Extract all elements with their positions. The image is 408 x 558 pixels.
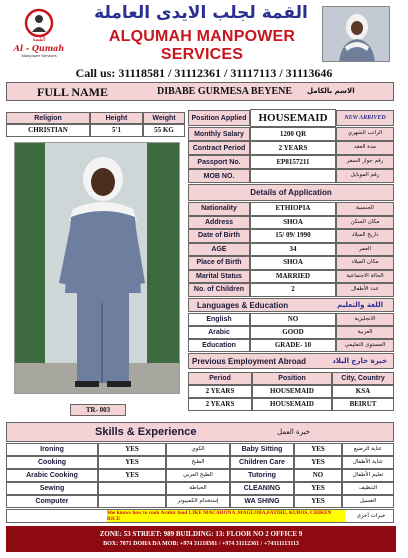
logo-name: Al - Qumah — [13, 43, 65, 53]
skill-value-right: YES — [294, 456, 342, 469]
person-thumbnail-icon — [323, 7, 390, 62]
detail-label: No. of Children — [188, 283, 250, 297]
title-english: ALQUMAH MANPOWER SERVICES — [108, 28, 296, 63]
contract-label-ar: رقم جواز السفر — [336, 155, 394, 169]
contract-label-ar: رقم الموبايل — [336, 169, 394, 183]
exp-country: KSA — [332, 385, 394, 398]
skill-label-left-ar: الكوي — [166, 443, 230, 456]
detail-label-ar: عدد الأطفال — [336, 283, 394, 297]
detail-value: 2 — [250, 283, 336, 297]
other-skills-note: She knows how to cook Arabic food LIKE MACARONA ,MAGLOBA,FATIRE, KUBOS, CHIKEN RICE — [107, 510, 345, 522]
skill-value-left: YES — [98, 456, 166, 469]
detail-label-ar: مكان الميلاد — [336, 256, 394, 270]
languages-title: Languages & Education — [197, 301, 289, 310]
skills-header — [6, 422, 394, 442]
language-label: Arabic — [188, 326, 250, 339]
religion-label: Religion — [6, 112, 90, 124]
detail-label: Date of Birth — [188, 229, 250, 243]
language-label: English — [188, 313, 250, 326]
photo-code: TR- 003 — [70, 404, 126, 416]
language-label-ar: العربية — [336, 326, 394, 339]
skill-value-left — [98, 495, 166, 508]
language-value: GOOD — [250, 326, 336, 339]
header — [0, 0, 408, 64]
contact-phones: Call us: 31118581 / 31112361 / 31117113 / 31113646 — [75, 66, 333, 80]
detail-label-ar: مكان السكن — [336, 216, 394, 230]
skill-label-right: Baby Sitting — [230, 443, 294, 456]
skill-value-left: YES — [98, 469, 166, 482]
height-value: 5'1 — [90, 124, 143, 137]
exp-period: 2 YEARS — [188, 385, 252, 398]
weight-label: Weight — [143, 112, 185, 124]
title-arabic: القمة لجلب الايدى العاملة — [94, 3, 308, 23]
skill-value-right: YES — [294, 482, 342, 495]
skill-label-left: Ironing — [6, 443, 98, 456]
contract-value: EP8157211 — [250, 155, 336, 169]
company-logo — [10, 8, 68, 60]
details-title: Details of Application — [188, 184, 394, 201]
logo-emblem-icon — [24, 8, 54, 38]
religion-value: CHRISTIAN — [6, 124, 90, 137]
contract-value — [250, 169, 336, 183]
detail-value: MARRIED — [250, 270, 336, 284]
skill-label-right-ar: عناية الأطفال — [342, 456, 394, 469]
languages-title-ar: اللغة والتعليم — [337, 301, 383, 309]
experience-header — [188, 353, 394, 369]
detail-label-ar: العمر — [336, 243, 394, 257]
detail-value: 15/ 09/ 1990 — [250, 229, 336, 243]
exp-col-period: Period — [188, 372, 252, 385]
skill-label-right-ar: عناية الرضيع — [342, 443, 394, 456]
position-label: Position Applied — [188, 110, 250, 126]
header-photo — [322, 6, 390, 62]
language-value: NO — [250, 313, 336, 326]
skill-label-right-ar: الغسيل — [342, 495, 394, 508]
contract-value: 1200 QR — [250, 127, 336, 141]
skills-title-ar: خبرة العمل — [277, 428, 310, 436]
exp-position: HOUSEMAID — [252, 385, 332, 398]
skill-label-left: Arabic Cooking — [6, 469, 98, 482]
logo-subtitle: Manpower Services — [21, 53, 57, 58]
skill-label-right-ar: التنظيف — [342, 482, 394, 495]
detail-label: AGE — [188, 243, 250, 257]
exp-country: BEIRUT — [332, 398, 394, 411]
language-label-ar: الانجليزية — [336, 313, 394, 326]
skill-value-right: NO — [294, 469, 342, 482]
position-value: HOUSEMAID — [250, 109, 336, 127]
skill-label-left-ar: الطبخ العربي — [166, 469, 230, 482]
contract-label: Monthly Salary — [188, 127, 250, 141]
exp-col-position: Position — [252, 372, 332, 385]
detail-value: SHOA — [250, 256, 336, 270]
logo-arabic: القمة — [32, 36, 46, 43]
skill-label-left-ar: الطبخ — [166, 456, 230, 469]
exp-col-country: City, Country — [332, 372, 394, 385]
detail-value: SHOA — [250, 216, 336, 230]
new-arrived-badge: NEW ARRIVED — [336, 110, 394, 126]
experience-title-ar: خبرة خارج البلاد — [332, 357, 387, 365]
detail-label: Address — [188, 216, 250, 230]
height-label: Height — [90, 112, 143, 124]
exp-period: 2 YEARS — [188, 398, 252, 411]
detail-value: 34 — [250, 243, 336, 257]
language-label: Education — [188, 339, 250, 352]
skill-label-right-ar: تعليم الأطفال — [342, 469, 394, 482]
footer-contacts: BOX: 7071 DOHA DA MOB: +974 31118581 / +974 31112361 / +74311113113 — [103, 541, 299, 547]
detail-label: Nationality — [188, 202, 250, 216]
skill-label-left: Sewing — [6, 482, 98, 495]
detail-label: Marital Status — [188, 270, 250, 284]
skill-label-left-ar: إستخدام الكمبيوتر — [166, 495, 230, 508]
full-name-label: FULL NAME — [37, 85, 109, 99]
candidate-portrait-icon — [15, 143, 180, 394]
full-name-value: DIBABE GURMESA BEYENE — [157, 86, 293, 97]
detail-label-ar: الجنسية — [336, 202, 394, 216]
skill-value-right: YES — [294, 443, 342, 456]
footer — [6, 526, 396, 552]
language-label-ar: المستوى التعليمي — [336, 339, 394, 352]
skill-label-right: Tutoring — [230, 469, 294, 482]
contract-value: 2 YEARS — [250, 141, 336, 155]
contract-label-ar: مدة العقد — [336, 141, 394, 155]
contract-label-ar: الراتب الشهري — [336, 127, 394, 141]
other-skills-label-ar: خبرات أخرى — [356, 513, 386, 519]
full-name-label-ar: الاسم بالكامل — [307, 87, 355, 95]
detail-value: ETHIOPIA — [250, 202, 336, 216]
contract-label: MOB NO. — [188, 169, 250, 183]
other-skills-row — [6, 509, 394, 523]
skill-label-left-ar: الخياطة — [166, 482, 230, 495]
contract-label: Passport No. — [188, 155, 250, 169]
exp-position: HOUSEMAID — [252, 398, 332, 411]
languages-header — [188, 298, 394, 312]
weight-value: 55 KG — [143, 124, 185, 137]
contract-label: Contract Period — [188, 141, 250, 155]
candidate-photo — [14, 142, 180, 394]
skill-value-right: YES — [294, 495, 342, 508]
detail-label: Place of Birth — [188, 256, 250, 270]
footer-address: ZONE: 53 STREET: 989 BUILDING: 13: FLOOR NO 2 OFFICE 9 — [99, 530, 303, 538]
skill-label-right: CLEANING — [230, 482, 294, 495]
skill-label-right: WA SHING — [230, 495, 294, 508]
skill-value-left: YES — [98, 443, 166, 456]
detail-label-ar: تاريخ الميلاد — [336, 229, 394, 243]
skill-label-left: Cooking — [6, 456, 98, 469]
experience-title: Previous Employment Abroad — [192, 357, 306, 366]
skills-title: Skills & Experience — [95, 426, 197, 438]
detail-label-ar: الحالة الاجتماعية — [336, 270, 394, 284]
skill-label-left: Computer — [6, 495, 98, 508]
skill-label-right: Children Care — [230, 456, 294, 469]
full-name-bar — [6, 82, 394, 101]
language-value: GRADE- 10 — [250, 339, 336, 352]
skill-value-left — [98, 482, 166, 495]
